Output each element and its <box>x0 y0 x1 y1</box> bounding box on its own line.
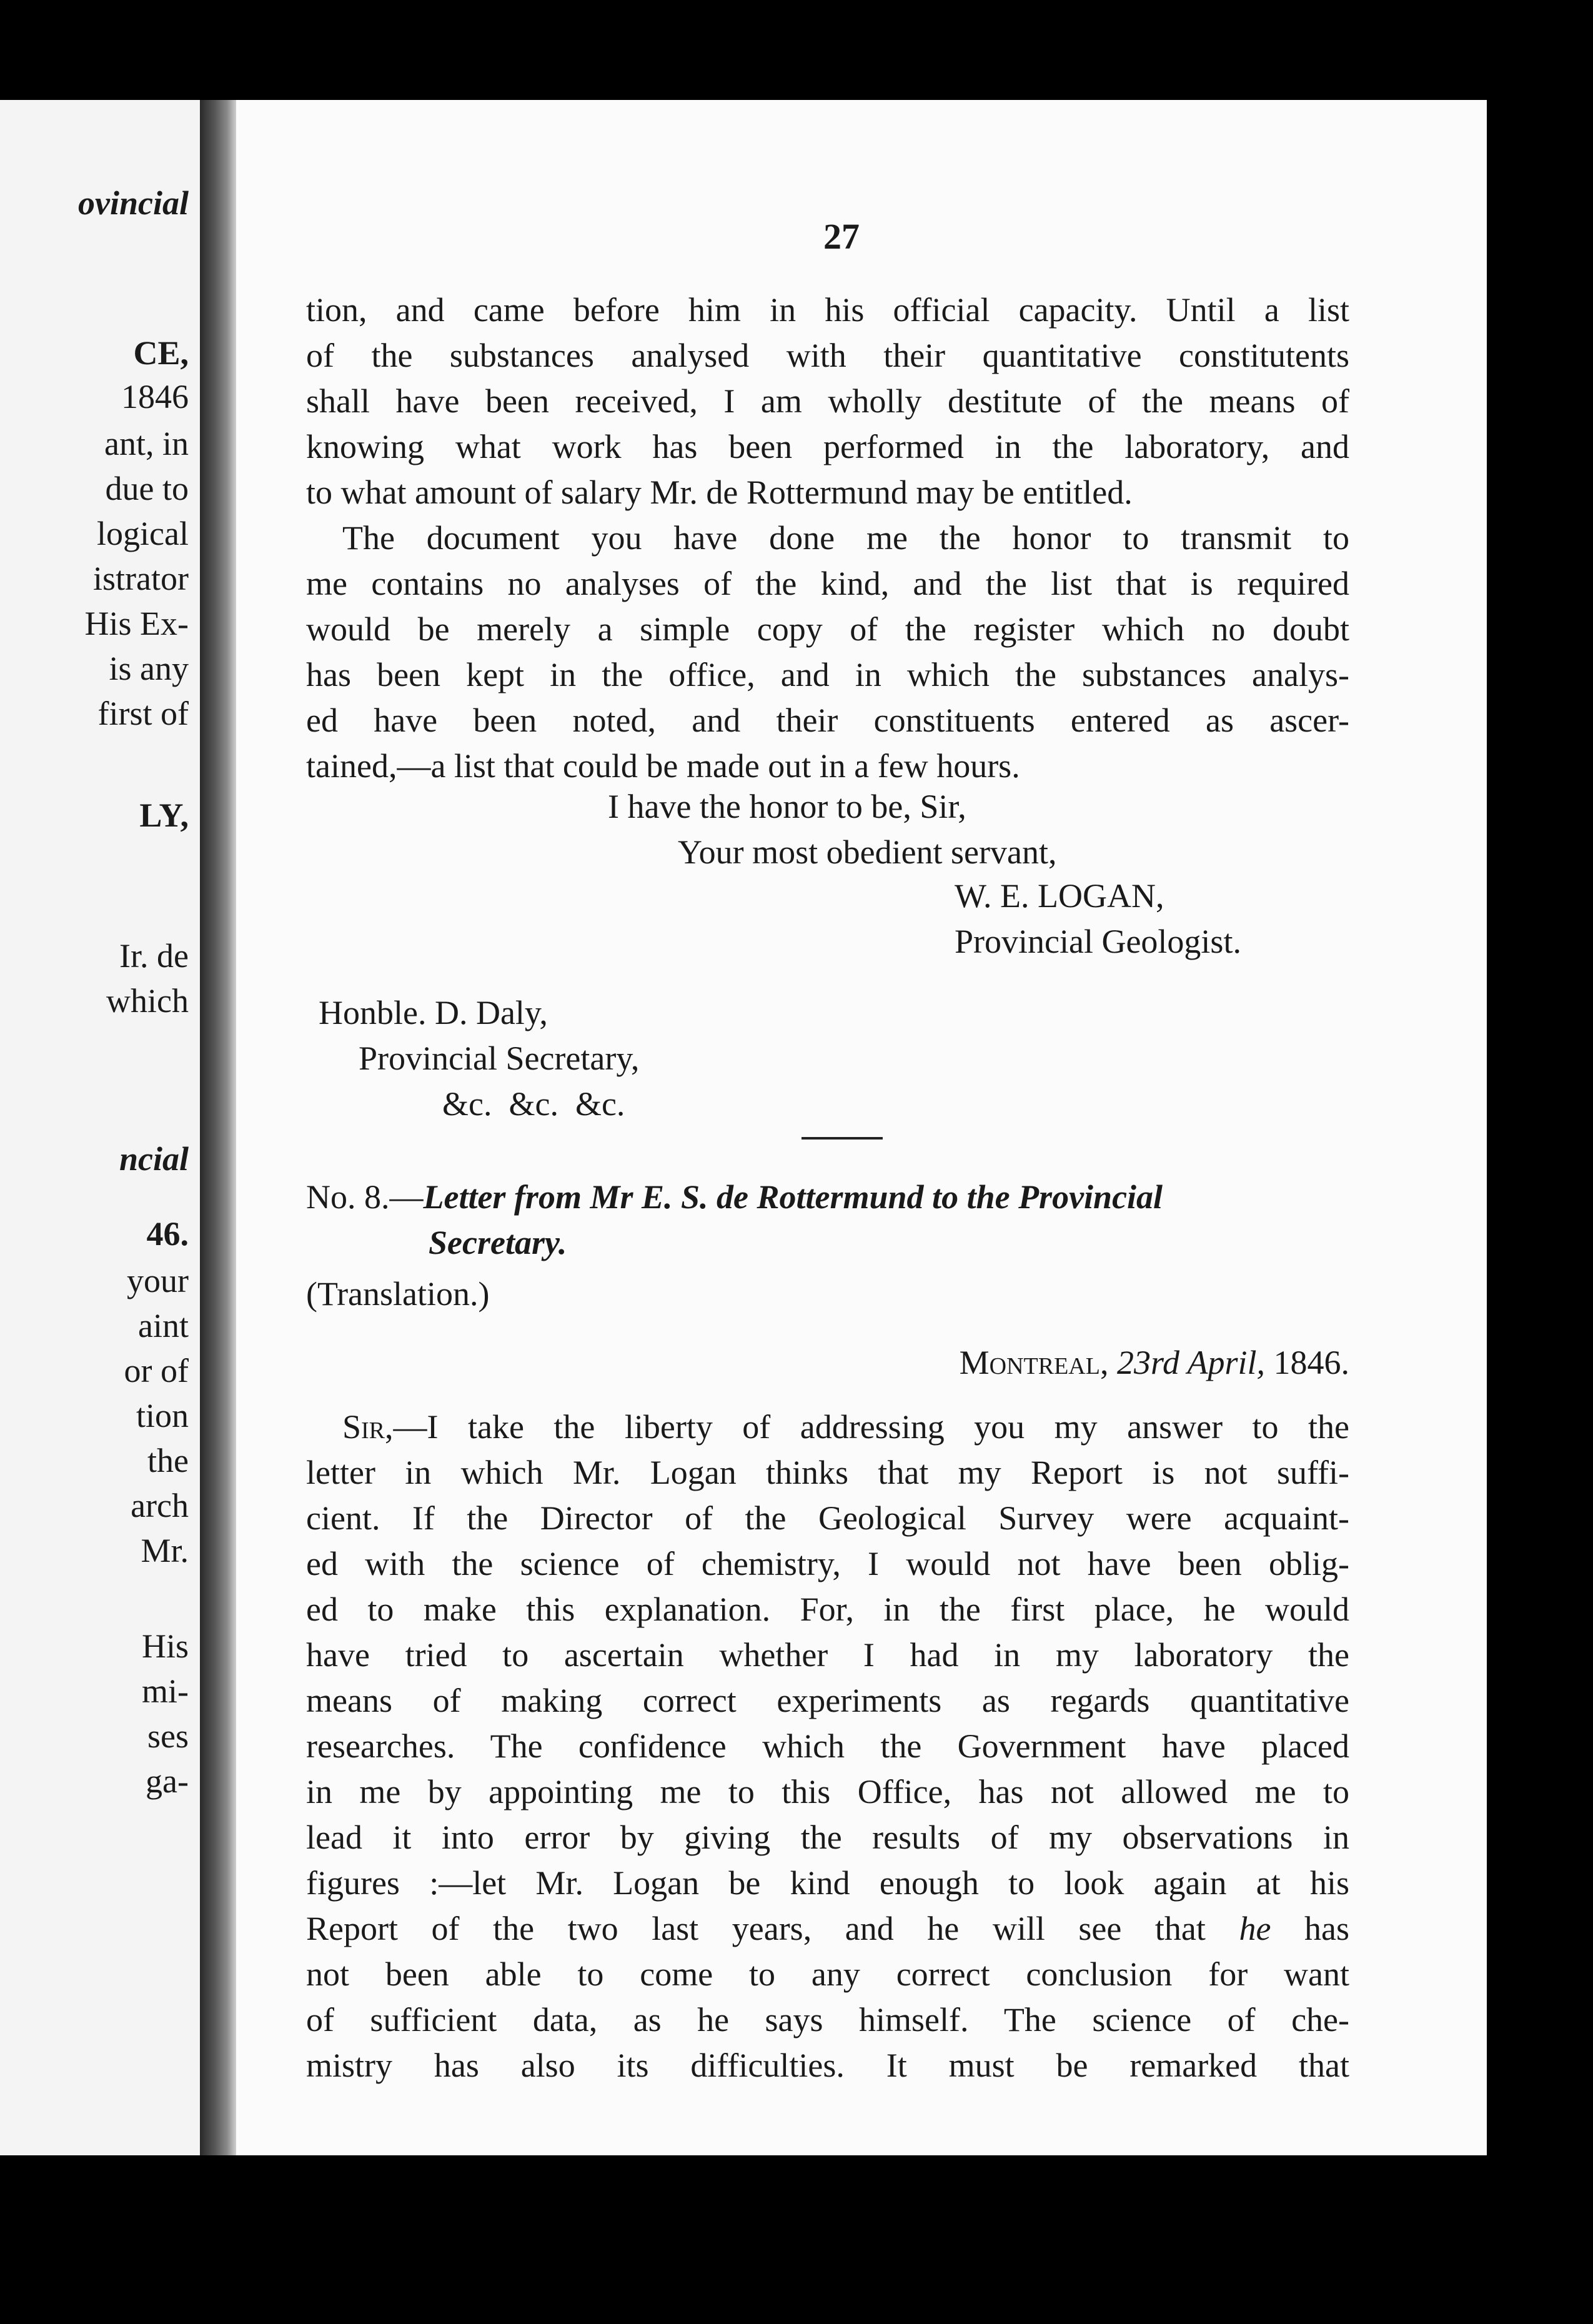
paragraph-continuation <box>306 287 1349 515</box>
text-line: knowing what work has been performed in the laboratory, and <box>306 428 1349 465</box>
text-line: of the substances analysed with their quantitative constitutents <box>306 337 1349 374</box>
emphasis-he: he <box>1239 1910 1271 1947</box>
left-fragment-line: which <box>106 982 189 1020</box>
translation-note: (Translation.) <box>306 1275 490 1313</box>
left-fragment-line: His <box>141 1627 189 1665</box>
left-fragment-line: your <box>127 1262 189 1299</box>
left-fragment-line: 1846 <box>121 378 189 415</box>
left-fragment-line: ga- <box>146 1762 189 1800</box>
section-rule <box>801 1137 883 1140</box>
left-fragment-line: LY, <box>139 797 189 834</box>
left-fragment-line: arch <box>131 1487 189 1524</box>
text-line: of sufficient data, as he says himself. The science of che- <box>306 2001 1349 2038</box>
text-line: cient. If the Director of the Geological Survey were acquaint- <box>306 1499 1349 1537</box>
left-fragment-line: tion <box>136 1397 189 1434</box>
text-line: tion, and came before him in his official capacity. Until a list <box>306 291 1349 329</box>
left-fragment-line: is any <box>109 650 189 687</box>
left-fragment-line: or of <box>124 1352 189 1389</box>
dateline-year: 1846. <box>1273 1344 1349 1381</box>
left-fragment-line: first of <box>97 695 189 732</box>
letter-title-line-1: Letter from Mr E. S. de Rottermund to the Provincial <box>423 1178 1163 1216</box>
text-line: lead it into error by giving the results of my observations in <box>306 1819 1349 1856</box>
left-fragment-line: Mr. <box>141 1532 189 1569</box>
text-line: researches. The confidence which the Government have placed <box>306 1727 1349 1765</box>
closing-line-2: Your most obedient servant, <box>678 833 1057 871</box>
left-fragment-line: due to <box>105 470 189 507</box>
letter-heading <box>306 1174 1356 1266</box>
addressee-etc: &c. &c. &c. <box>442 1085 625 1123</box>
left-fragment-line: His Ex- <box>84 605 189 642</box>
letter-title-line-2: Secretary. <box>429 1224 567 1261</box>
text-line-content: —I take the liberty of addressing you my answer to the <box>393 1408 1349 1446</box>
salutation: Sir, <box>342 1408 394 1446</box>
paragraph-letter <box>306 1404 1349 2088</box>
text-line: would be merely a simple copy of the register which no doubt <box>306 610 1349 648</box>
book-gutter <box>200 100 236 2155</box>
left-fragment-line: aint <box>138 1307 189 1344</box>
text-line: shall have been received, I am wholly destitute of the means of <box>306 382 1349 420</box>
text-line: to what amount of salary Mr. de Rottermund may be entitled. <box>306 474 1133 511</box>
text-line: figures :—let Mr. Logan be kind enough to look again at his <box>306 1864 1349 1902</box>
addressee-title: Provincial Secretary, <box>359 1040 640 1077</box>
paragraph-document <box>306 515 1349 789</box>
dateline <box>960 1343 1349 1382</box>
left-fragment-line: ncial <box>119 1140 189 1178</box>
left-fragment-line: mi- <box>142 1672 189 1710</box>
right-page <box>236 100 1487 2155</box>
signature-name: W. E. LOGAN, <box>955 877 1164 915</box>
text-line: ed with the science of chemistry, I would not have been oblig- <box>306 1545 1349 1582</box>
text-line: The document you have done me the honor to transmit to <box>342 519 1349 557</box>
page-number: 27 <box>823 216 860 257</box>
text-line: has been kept in the office, and in which the substances analys- <box>306 656 1349 693</box>
text-line: ed to make this explanation. For, in the first place, he would <box>306 1591 1349 1628</box>
text-line: me contains no analyses of the kind, and the list that is required <box>306 565 1349 602</box>
text-line: ed have been noted, and their constituents entered as ascer- <box>306 702 1349 739</box>
text-line: not been able to come to any correct conclusion for want <box>306 1955 1349 1993</box>
left-page-fragment <box>0 100 200 2155</box>
text-line <box>306 1404 1349 1450</box>
text-line-content: Report of the two last years, and he will see that <box>306 1910 1206 1947</box>
closing-line-1: I have the honor to be, Sir, <box>608 788 966 825</box>
left-fragment-line: CE, <box>133 334 189 372</box>
addressee-name: Honble. D. Daly, <box>319 994 548 1031</box>
text-line: have tried to ascertain whether I had in my laboratory the <box>306 1636 1349 1674</box>
text-line: in me by appointing me to this Office, has not allowed me to <box>306 1773 1349 1810</box>
left-fragment-line: the <box>147 1442 189 1479</box>
text-line: letter in which Mr. Logan thinks that my Report is not suffi- <box>306 1454 1349 1491</box>
left-fragment-line: ovincial <box>78 184 189 222</box>
left-fragment-line: ses <box>147 1717 189 1755</box>
text-line: mistry has also its difficulties. It must be remarked that <box>306 2047 1349 2084</box>
left-fragment-line: ant, in <box>104 425 189 462</box>
letter-number: No. 8.— <box>306 1178 424 1216</box>
text-line-content: has <box>1304 1910 1350 1947</box>
text-line: tained,—a list that could be made out in a few hours. <box>306 747 1020 785</box>
dateline-date: 23rd April, <box>1116 1344 1265 1381</box>
dateline-place: Montreal, <box>959 1344 1109 1381</box>
text-line <box>306 1906 1349 1952</box>
left-fragment-line: Ir. de <box>119 937 189 975</box>
text-line: means of making correct experiments as regards quantitative <box>306 1682 1349 1719</box>
left-fragment-line: istrator <box>93 560 189 597</box>
left-fragment-line: 46. <box>146 1215 189 1253</box>
signature-title: Provincial Geologist. <box>955 923 1241 960</box>
left-fragment-line: logical <box>97 515 189 552</box>
